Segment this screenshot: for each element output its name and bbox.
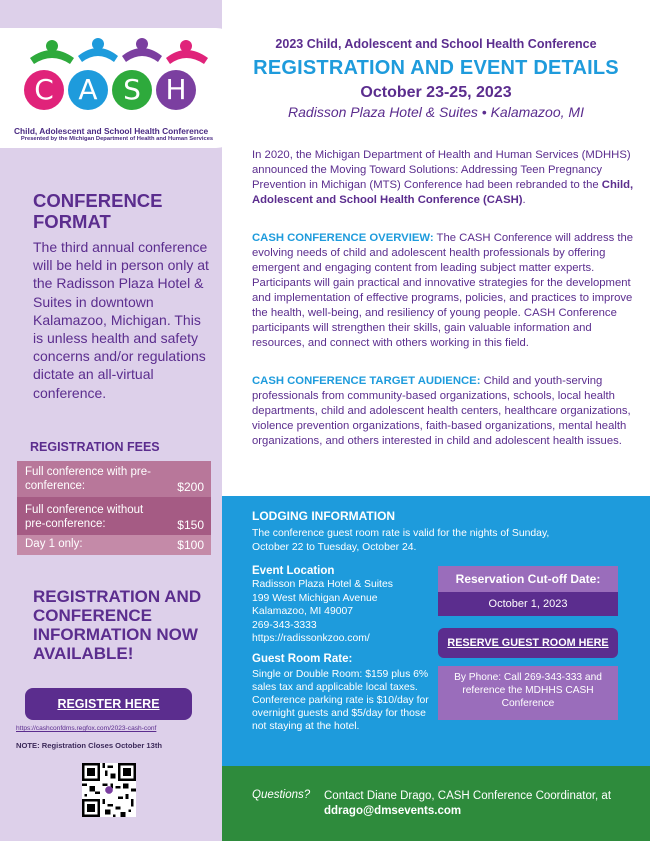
logo-presented-by: Presented by the Michigan Department of Health and Human Services — [20, 136, 214, 142]
sidebar — [0, 0, 222, 841]
audience-heading: CASH CONFERENCE TARGET AUDIENCE: — [252, 375, 481, 387]
intro-end: . — [522, 194, 526, 207]
cash-logo — [0, 28, 238, 148]
address-phone: 269-343-3333 — [252, 619, 317, 631]
register-here-button[interactable]: REGISTER HERE — [25, 688, 192, 720]
conference-dates: October 23-25, 2023 — [360, 84, 512, 101]
lodging-text: The conference guest room rate is valid for the nights of Sunday, October 22 to Tuesday, October 24. — [252, 528, 550, 553]
fee-amount: $100 — [177, 537, 204, 552]
logo-letter-h: H — [156, 70, 196, 110]
event-location-heading: Event Location — [252, 565, 335, 577]
conference-format-text: The third annual conference will be held in person only at the Radisson Plaza Hotel & Suites in downtown Kalamazoo, Michigan. This is unless health and safety concerns and/or regulations dictate an all-virtual conference. — [33, 239, 209, 401]
logo-subtitle: Child, Adolescent and School Health Conference — [14, 126, 209, 136]
questions-contact — [324, 789, 634, 819]
page-title: REGISTRATION AND EVENT DETAILS — [253, 57, 619, 79]
logo-letter-s: S — [112, 70, 152, 110]
reserve-guest-room-button[interactable]: RESERVE GUEST ROOM HERE — [438, 628, 618, 658]
intro-paragraph — [252, 148, 644, 208]
fees-table — [17, 461, 211, 555]
conference-name: 2023 Child, Adolescent and School Health Conference — [275, 37, 597, 51]
intro-bold: Child, Adolescent and School Health Conference (CASH) — [252, 179, 634, 207]
guest-room-rate-text: Single or Double Room: $159 plus 6% sales tax and applicable local taxes. Conference parking rate is $10/day for overnight guests and $5/day for those not staying at the hotel. — [252, 669, 429, 732]
questions-section — [222, 766, 650, 841]
registration-url-link[interactable]: https://cashconfdms.regfox.com/2023-cash-conf — [16, 725, 157, 732]
address-line: Kalamazoo, MI 49007 — [252, 606, 354, 618]
fee-label: Day 1 only: — [25, 538, 83, 551]
registration-available-heading: REGISTRATION AND CONFERENCE INFORMATION NOW AVAILABLE! — [33, 587, 202, 664]
address-line: 199 West Michigan Avenue — [252, 592, 378, 604]
questions-label: Questions? — [252, 789, 311, 801]
phone-reservation-box: By Phone: Call 269-343-333 and reference the MDHHS CASH Conference — [438, 666, 618, 720]
address-line: Radisson Plaza Hotel & Suites — [252, 579, 393, 590]
conference-venue: Radisson Plaza Hotel & Suites • Kalamazoo, MI — [288, 104, 584, 120]
fee-amount: $200 — [177, 479, 204, 494]
logo-letter-c: C — [24, 70, 64, 110]
fee-row — [17, 535, 211, 555]
hotel-website-link[interactable]: https://radissonkzoo.com/ — [252, 633, 370, 645]
guest-room-rate-heading: Guest Room Rate: — [252, 653, 353, 665]
overview-heading: CASH CONFERENCE OVERVIEW: — [252, 232, 434, 244]
overview-paragraph — [252, 231, 644, 351]
fee-amount: $150 — [177, 517, 204, 532]
fee-row — [17, 461, 211, 497]
reservation-cutoff-date: October 1, 2023 — [438, 592, 618, 616]
contact-text: Contact Diane Drago, CASH Conference Coordinator, at — [324, 790, 612, 802]
lodging-section — [222, 496, 650, 766]
contact-email-link[interactable]: ddrago@dmsevents.com — [324, 804, 462, 817]
event-location-address — [252, 578, 393, 646]
registration-close-note: NOTE: Registration Closes October 13th — [16, 741, 162, 750]
fee-label: Full conference without pre-conference: — [25, 504, 144, 531]
qr-code-icon — [82, 763, 136, 817]
fee-label: Full conference with pre-conference: — [25, 466, 151, 493]
overview-text: The CASH Conference will address the evolving needs of child and adolescent health professionals by offering emergent and engaging content from leading subject matter experts. Participants will gain practical and innovative strategies for the development and implementation of effective programs, policies, and practices to improve the health, well-being, and resiliency of young people. CASH Conference participants will strengthen their skills, gain valuable information and resources, and connect with others working in this field. — [252, 232, 634, 350]
audience-paragraph — [252, 374, 644, 449]
audience-text: Child and youth-serving professionals from community-based organizations, schools, local health departments, child and adolescent health centers, healthcare organizations, violence prevention organizations, faith-based organizations, mental health organizations, and others interested in child and adolescent health issues. — [252, 375, 631, 448]
conference-format-heading: CONFERENCE FORMAT — [33, 190, 163, 233]
reservation-cutoff-label: Reservation Cut-off Date: — [438, 566, 618, 592]
registration-fees-heading: REGISTRATION FEES — [30, 440, 160, 454]
intro-text: In 2020, the Michigan Department of Health and Human Services (MDHHS) announced the Moving Toward Solutions: Addressing Teen Pregnancy Prevention in Michigan (MTS) Conference had been rebranded to the — [252, 149, 631, 192]
lodging-heading: LODGING INFORMATION — [252, 509, 396, 523]
fee-row — [17, 497, 211, 535]
logo-letter-a: A — [68, 70, 108, 110]
